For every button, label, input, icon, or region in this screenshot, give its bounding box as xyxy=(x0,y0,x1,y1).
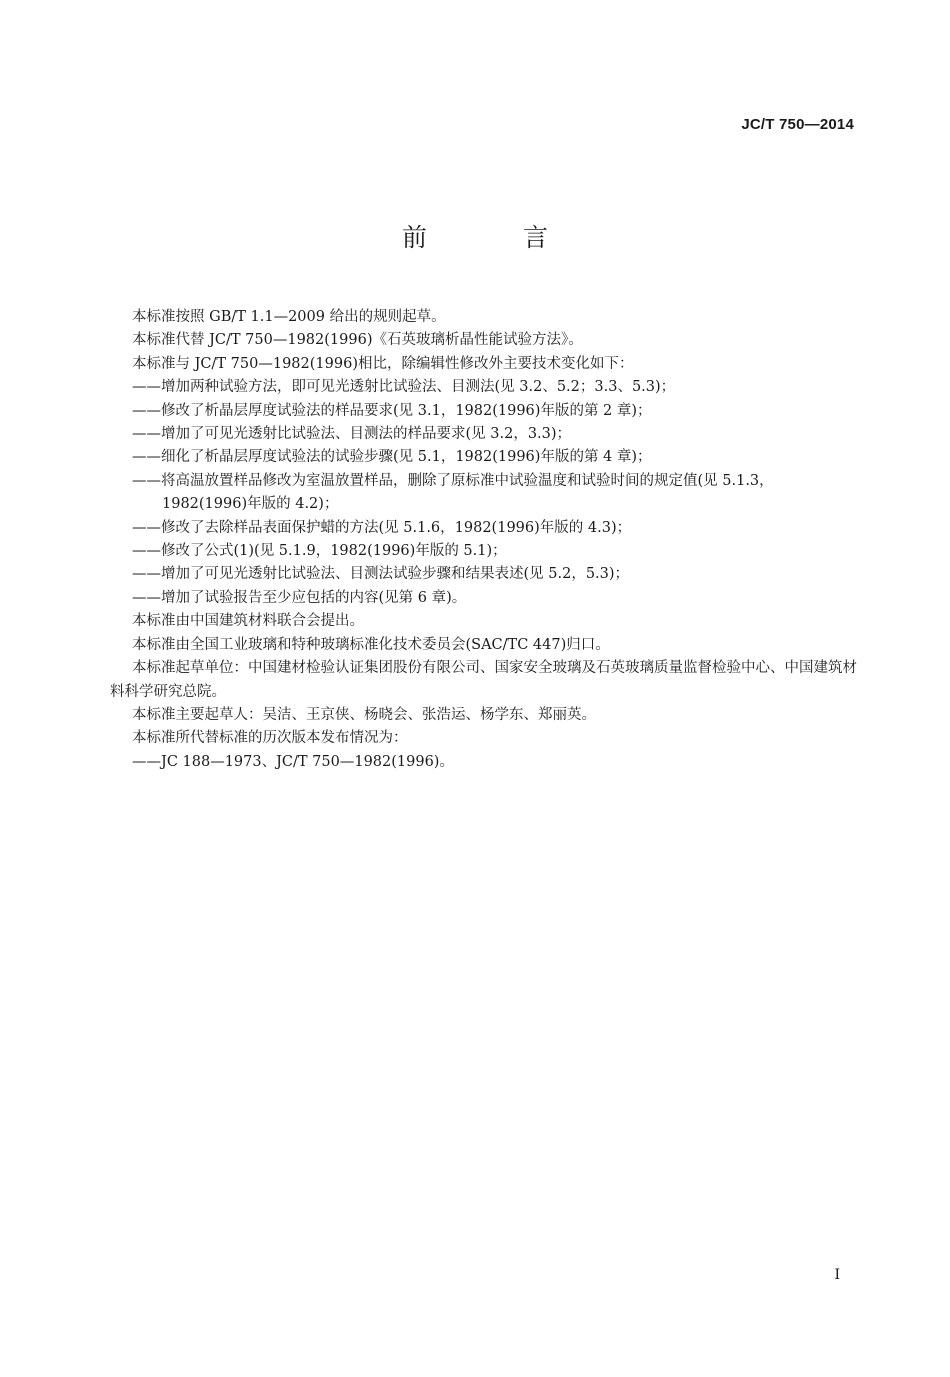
paragraph-drafting-units: 本标准起草单位：中国建材检验认证集团股份有限公司、国家安全玻璃及石英玻璃质量监督检验中心、中国建筑材料科学研究总院。 xyxy=(110,660,857,700)
change-item: ——将高温放置样品修改为室温放置样品，删除了原标准中试验温度和试验时间的规定值(见 5.1.3，1982(1996)年版的 4.2)； xyxy=(132,472,774,513)
change-item: ——修改了公式(1)(见 5.1.9，1982(1996)年版的 5.1)； xyxy=(132,543,507,560)
standard-code: JC/T 750—2014 xyxy=(741,116,854,133)
page-title: 前 言 xyxy=(402,223,592,252)
change-item: ——修改了析晶层厚度试验法的样品要求(见 3.1，1982(1996)年版的第 2 章)； xyxy=(132,402,652,419)
change-item: ——增加两种试验方法，即可见光透射比试验法、目测法(见 3.2、5.2；3.3、5.3)； xyxy=(132,379,676,396)
change-item: ——修改了去除样品表面保护蜡的方法(见 5.1.6，1982(1996)年版的 4.3)； xyxy=(132,519,632,536)
paragraph-replaces: 本标准代替 JC/T 750—1982(1996)《石英玻璃析晶性能试验方法》。 xyxy=(132,332,583,349)
paragraph-changes-intro: 本标准与 JC/T 750—1982(1996)相比，除编辑性修改外主要技术变化如下： xyxy=(132,355,634,372)
change-item: ——细化了析晶层厚度试验法的试验步骤(见 5.1，1982(1996)年版的第 4 章)； xyxy=(132,449,652,466)
page-number: I xyxy=(834,1267,840,1283)
change-item: ——增加了可见光透射比试验法、目测法试验步骤和结果表述(见 5.2，5.3)； xyxy=(132,566,630,583)
paragraph-drafting-rules: 本标准按照 GB/T 1.1—2009 给出的规则起草。 xyxy=(132,309,446,325)
paragraph-drafters: 本标准主要起草人：吴洁、王京侠、杨晓会、张浩运、杨学东、郑丽英。 xyxy=(132,706,596,723)
history-item: ——JC 188—1973、JC/T 750—1982(1996)。 xyxy=(132,753,454,770)
paragraph-administered-by: 本标准由全国工业玻璃和特种玻璃标准化技术委员会(SAC/TC 447)归口。 xyxy=(132,636,610,653)
change-item: ——增加了可见光透射比试验法、目测法的样品要求(见 3.2，3.3)； xyxy=(132,426,572,443)
preface-body xyxy=(110,306,858,774)
paragraph-history-intro: 本标准所代替标准的历次版本发布情况为： xyxy=(132,730,408,747)
paragraph-proposed-by: 本标准由中国建筑材料联合会提出。 xyxy=(132,613,364,630)
change-item: ——增加了试验报告至少应包括的内容(见第 6 章)。 xyxy=(132,589,467,606)
